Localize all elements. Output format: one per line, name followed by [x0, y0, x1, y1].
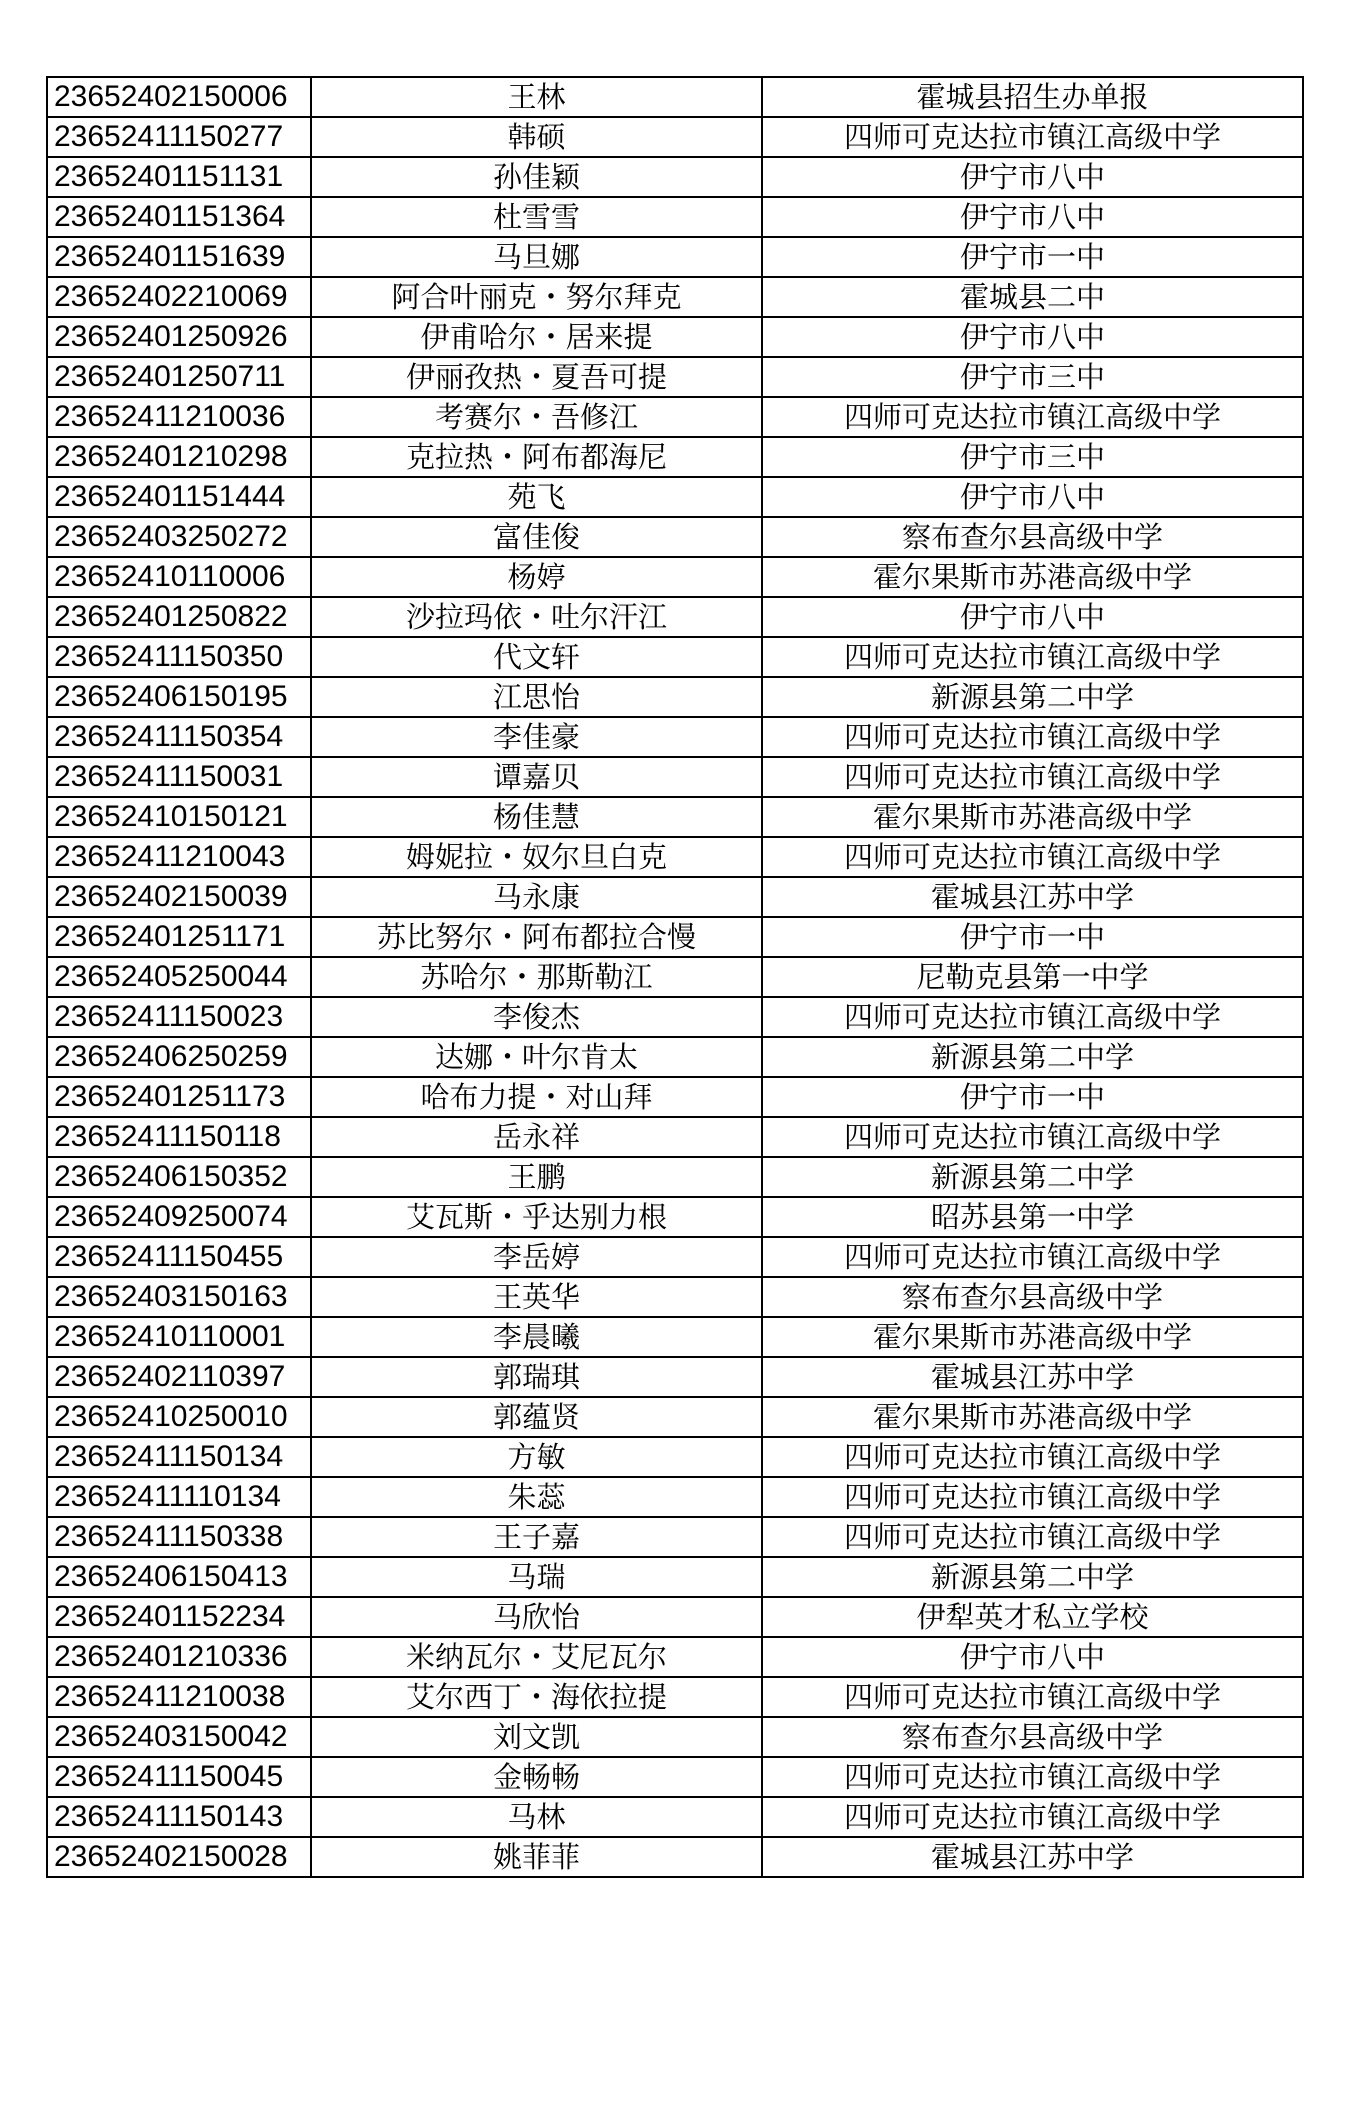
- exam-number-cell: 23652401151131: [47, 157, 311, 197]
- table-row: [47, 1077, 1303, 1117]
- exam-number-cell: 23652406150195: [47, 677, 311, 717]
- student-name-cell: 马林: [311, 1797, 762, 1837]
- student-name-cell: 马欣怡: [311, 1597, 762, 1637]
- school-cell: 伊宁市八中: [762, 317, 1303, 357]
- table-row: [47, 197, 1303, 237]
- table-row: [47, 837, 1303, 877]
- exam-number-cell: 23652411210038: [47, 1677, 311, 1717]
- student-name-cell: 韩硕: [311, 117, 762, 157]
- school-cell: 伊宁市八中: [762, 197, 1303, 237]
- student-name-cell: 刘文凯: [311, 1717, 762, 1757]
- student-name-cell: 岳永祥: [311, 1117, 762, 1157]
- table-row: [47, 1477, 1303, 1517]
- school-cell: 霍城县江苏中学: [762, 1357, 1303, 1397]
- exam-number-cell: 23652401210336: [47, 1637, 311, 1677]
- exam-number-cell: 23652411210036: [47, 397, 311, 437]
- student-name-cell: 苑飞: [311, 477, 762, 517]
- exam-number-cell: 23652406150413: [47, 1557, 311, 1597]
- exam-number-cell: 23652411150045: [47, 1757, 311, 1797]
- school-cell: 霍城县招生办单报: [762, 77, 1303, 117]
- school-cell: 霍尔果斯市苏港高级中学: [762, 1397, 1303, 1437]
- student-name-cell: 苏比努尔・阿布都拉合慢: [311, 917, 762, 957]
- school-cell: 霍尔果斯市苏港高级中学: [762, 797, 1303, 837]
- exam-number-cell: 23652411150023: [47, 997, 311, 1037]
- exam-number-cell: 23652411150455: [47, 1237, 311, 1277]
- exam-number-cell: 23652402150028: [47, 1837, 311, 1877]
- table-row: [47, 1837, 1303, 1877]
- exam-number-cell: 23652401151444: [47, 477, 311, 517]
- exam-number-cell: 23652409250074: [47, 1197, 311, 1237]
- exam-number-cell: 23652410110006: [47, 557, 311, 597]
- school-cell: 察布查尔县高级中学: [762, 517, 1303, 557]
- school-cell: 伊宁市八中: [762, 597, 1303, 637]
- student-name-cell: 马永康: [311, 877, 762, 917]
- student-name-cell: 李俊杰: [311, 997, 762, 1037]
- exam-number-cell: 23652402150006: [47, 77, 311, 117]
- table-row: [47, 957, 1303, 997]
- student-name-cell: 姆妮拉・奴尔旦白克: [311, 837, 762, 877]
- exam-number-cell: 23652411150338: [47, 1517, 311, 1557]
- table-row: [47, 437, 1303, 477]
- student-name-cell: 方敏: [311, 1437, 762, 1477]
- school-cell: 四师可克达拉市镇江高级中学: [762, 717, 1303, 757]
- student-name-cell: 杨婷: [311, 557, 762, 597]
- student-name-cell: 沙拉玛依・吐尔汗江: [311, 597, 762, 637]
- student-name-cell: 米纳瓦尔・艾尼瓦尔: [311, 1637, 762, 1677]
- school-cell: 尼勒克县第一中学: [762, 957, 1303, 997]
- school-cell: 四师可克达拉市镇江高级中学: [762, 637, 1303, 677]
- table-row: [47, 1517, 1303, 1557]
- student-name-cell: 艾尔西丁・海依拉提: [311, 1677, 762, 1717]
- exam-number-cell: 23652403150163: [47, 1277, 311, 1317]
- table-row: [47, 157, 1303, 197]
- student-name-cell: 阿合叶丽克・努尔拜克: [311, 277, 762, 317]
- table-row: [47, 1597, 1303, 1637]
- exam-number-cell: 23652411210043: [47, 837, 311, 877]
- student-name-cell: 朱蕊: [311, 1477, 762, 1517]
- exam-number-cell: 23652401210298: [47, 437, 311, 477]
- exam-number-cell: 23652406150352: [47, 1157, 311, 1197]
- table-row: [47, 1397, 1303, 1437]
- exam-number-cell: 23652401251173: [47, 1077, 311, 1117]
- table-row: [47, 1797, 1303, 1837]
- table-row: [47, 1637, 1303, 1677]
- table-row: [47, 1677, 1303, 1717]
- school-cell: 四师可克达拉市镇江高级中学: [762, 1237, 1303, 1277]
- school-cell: 四师可克达拉市镇江高级中学: [762, 1517, 1303, 1557]
- table-row: [47, 277, 1303, 317]
- school-cell: 昭苏县第一中学: [762, 1197, 1303, 1237]
- exam-number-cell: 23652411150031: [47, 757, 311, 797]
- student-name-cell: 杜雪雪: [311, 197, 762, 237]
- school-cell: 四师可克达拉市镇江高级中学: [762, 397, 1303, 437]
- exam-number-cell: 23652401251171: [47, 917, 311, 957]
- school-cell: 伊宁市一中: [762, 917, 1303, 957]
- school-cell: 察布查尔县高级中学: [762, 1717, 1303, 1757]
- school-cell: 伊宁市一中: [762, 1077, 1303, 1117]
- student-name-cell: 伊丽孜热・夏吾可提: [311, 357, 762, 397]
- student-name-cell: 伊甫哈尔・居来提: [311, 317, 762, 357]
- exam-number-cell: 23652403150042: [47, 1717, 311, 1757]
- school-cell: 伊宁市八中: [762, 477, 1303, 517]
- exam-number-cell: 23652402150039: [47, 877, 311, 917]
- student-name-cell: 李佳豪: [311, 717, 762, 757]
- school-cell: 察布查尔县高级中学: [762, 1277, 1303, 1317]
- school-cell: 四师可克达拉市镇江高级中学: [762, 757, 1303, 797]
- exam-number-cell: 23652411150134: [47, 1437, 311, 1477]
- table-row: [47, 1717, 1303, 1757]
- school-cell: 伊宁市八中: [762, 157, 1303, 197]
- table-row: [47, 1277, 1303, 1317]
- table-row: [47, 77, 1303, 117]
- exam-number-cell: 23652405250044: [47, 957, 311, 997]
- student-name-cell: 杨佳慧: [311, 797, 762, 837]
- school-cell: 四师可克达拉市镇江高级中学: [762, 1117, 1303, 1157]
- student-name-cell: 王鹏: [311, 1157, 762, 1197]
- table-row: [47, 557, 1303, 597]
- exam-number-cell: 23652403250272: [47, 517, 311, 557]
- student-name-cell: 王英华: [311, 1277, 762, 1317]
- school-cell: 伊宁市一中: [762, 237, 1303, 277]
- table-row: [47, 317, 1303, 357]
- exam-number-cell: 23652401152234: [47, 1597, 311, 1637]
- table-row: [47, 1357, 1303, 1397]
- exam-number-cell: 23652411150350: [47, 637, 311, 677]
- exam-number-cell: 23652410150121: [47, 797, 311, 837]
- school-cell: 伊宁市三中: [762, 437, 1303, 477]
- table-row: [47, 877, 1303, 917]
- school-cell: 伊犁英才私立学校: [762, 1597, 1303, 1637]
- table-row: [47, 1557, 1303, 1597]
- school-cell: 霍城县江苏中学: [762, 1837, 1303, 1877]
- exam-number-cell: 23652411150143: [47, 1797, 311, 1837]
- school-cell: 霍尔果斯市苏港高级中学: [762, 1317, 1303, 1357]
- school-cell: 霍城县江苏中学: [762, 877, 1303, 917]
- student-name-cell: 李岳婷: [311, 1237, 762, 1277]
- exam-number-cell: 23652402210069: [47, 277, 311, 317]
- roster-table-body: [47, 77, 1303, 1877]
- table-row: [47, 357, 1303, 397]
- school-cell: 四师可克达拉市镇江高级中学: [762, 837, 1303, 877]
- table-row: [47, 677, 1303, 717]
- table-row: [47, 1117, 1303, 1157]
- exam-number-cell: 23652402110397: [47, 1357, 311, 1397]
- table-row: [47, 597, 1303, 637]
- school-cell: 伊宁市八中: [762, 1637, 1303, 1677]
- student-name-cell: 郭瑞琪: [311, 1357, 762, 1397]
- school-cell: 新源县第二中学: [762, 1037, 1303, 1077]
- exam-number-cell: 23652410250010: [47, 1397, 311, 1437]
- table-row: [47, 397, 1303, 437]
- exam-number-cell: 23652411110134: [47, 1477, 311, 1517]
- student-name-cell: 哈布力提・对山拜: [311, 1077, 762, 1117]
- table-row: [47, 1197, 1303, 1237]
- student-name-cell: 王林: [311, 77, 762, 117]
- student-name-cell: 郭蕴贤: [311, 1397, 762, 1437]
- student-name-cell: 代文轩: [311, 637, 762, 677]
- table-row: [47, 797, 1303, 837]
- table-row: [47, 717, 1303, 757]
- table-row: [47, 1037, 1303, 1077]
- student-name-cell: 孙佳颖: [311, 157, 762, 197]
- exam-number-cell: 23652401250711: [47, 357, 311, 397]
- roster-table: [46, 76, 1304, 1878]
- student-name-cell: 马瑞: [311, 1557, 762, 1597]
- student-name-cell: 艾瓦斯・乎达别力根: [311, 1197, 762, 1237]
- table-row: [47, 517, 1303, 557]
- table-row: [47, 1157, 1303, 1197]
- exam-number-cell: 23652401250822: [47, 597, 311, 637]
- school-cell: 四师可克达拉市镇江高级中学: [762, 1437, 1303, 1477]
- exam-number-cell: 23652401151639: [47, 237, 311, 277]
- school-cell: 霍城县二中: [762, 277, 1303, 317]
- student-name-cell: 江思怡: [311, 677, 762, 717]
- table-row: [47, 1437, 1303, 1477]
- school-cell: 霍尔果斯市苏港高级中学: [762, 557, 1303, 597]
- table-row: [47, 757, 1303, 797]
- school-cell: 四师可克达拉市镇江高级中学: [762, 997, 1303, 1037]
- school-cell: 伊宁市三中: [762, 357, 1303, 397]
- table-row: [47, 1757, 1303, 1797]
- table-row: [47, 237, 1303, 277]
- student-name-cell: 姚菲菲: [311, 1837, 762, 1877]
- table-row: [47, 1237, 1303, 1277]
- exam-number-cell: 23652411150277: [47, 117, 311, 157]
- school-cell: 四师可克达拉市镇江高级中学: [762, 1677, 1303, 1717]
- school-cell: 四师可克达拉市镇江高级中学: [762, 117, 1303, 157]
- student-name-cell: 马旦娜: [311, 237, 762, 277]
- exam-number-cell: 23652411150354: [47, 717, 311, 757]
- school-cell: 四师可克达拉市镇江高级中学: [762, 1797, 1303, 1837]
- school-cell: 新源县第二中学: [762, 677, 1303, 717]
- table-row: [47, 917, 1303, 957]
- school-cell: 四师可克达拉市镇江高级中学: [762, 1757, 1303, 1797]
- student-name-cell: 达娜・叶尔肯太: [311, 1037, 762, 1077]
- student-name-cell: 金畅畅: [311, 1757, 762, 1797]
- exam-number-cell: 23652401151364: [47, 197, 311, 237]
- student-name-cell: 考赛尔・吾修江: [311, 397, 762, 437]
- student-name-cell: 谭嘉贝: [311, 757, 762, 797]
- table-row: [47, 117, 1303, 157]
- exam-number-cell: 23652410110001: [47, 1317, 311, 1357]
- exam-number-cell: 23652406250259: [47, 1037, 311, 1077]
- student-name-cell: 富佳俊: [311, 517, 762, 557]
- student-name-cell: 克拉热・阿布都海尼: [311, 437, 762, 477]
- exam-number-cell: 23652411150118: [47, 1117, 311, 1157]
- exam-number-cell: 23652401250926: [47, 317, 311, 357]
- school-cell: 四师可克达拉市镇江高级中学: [762, 1477, 1303, 1517]
- school-cell: 新源县第二中学: [762, 1557, 1303, 1597]
- student-name-cell: 李晨曦: [311, 1317, 762, 1357]
- table-row: [47, 997, 1303, 1037]
- student-name-cell: 苏哈尔・那斯勒江: [311, 957, 762, 997]
- table-row: [47, 637, 1303, 677]
- school-cell: 新源县第二中学: [762, 1157, 1303, 1197]
- table-row: [47, 1317, 1303, 1357]
- table-row: [47, 477, 1303, 517]
- student-name-cell: 王子嘉: [311, 1517, 762, 1557]
